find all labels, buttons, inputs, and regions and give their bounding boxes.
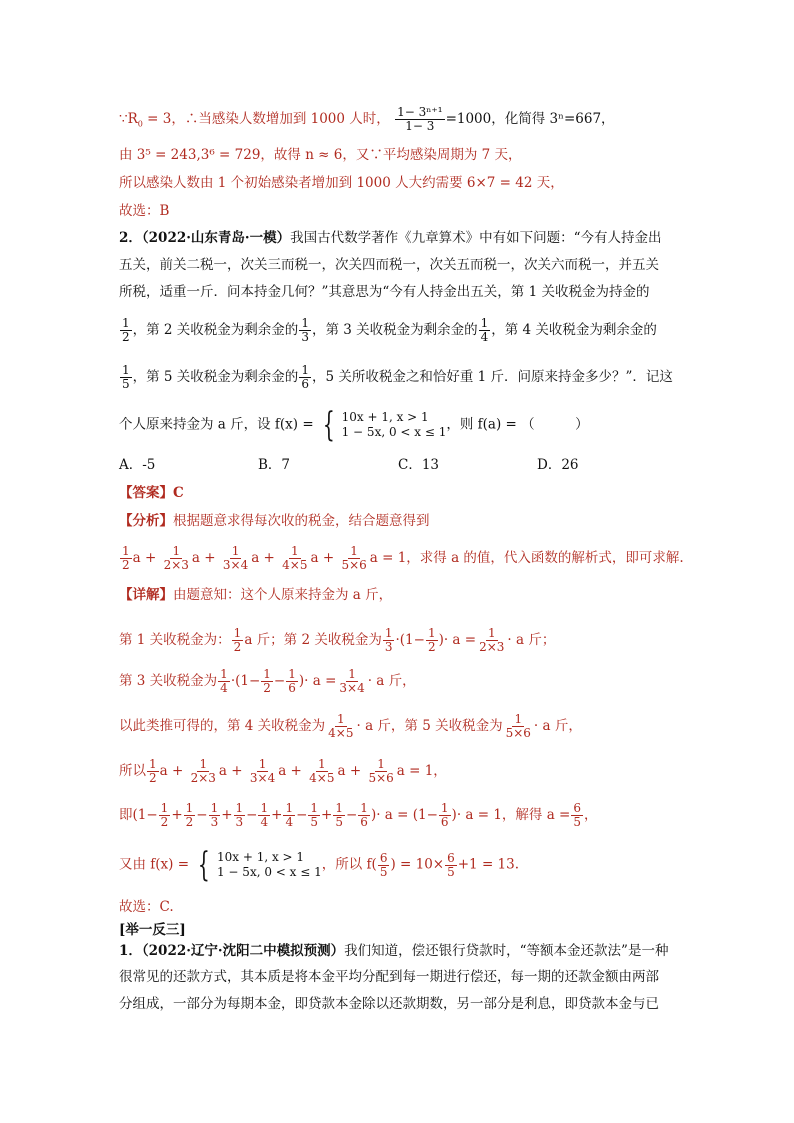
prev-solution-line-2: 由 3⁵ = 243,3⁶ = 729，故得 n ≈ 6，又∵平均感染周期为 7 天， <box>119 147 522 163</box>
fraction: $\frac{1}{6}$ <box>301 363 309 391</box>
prev-solution-line-3: 所以感染人数由 1 个初始感染者增加到 1000 人大约需要 6×7 = 42 天， <box>119 175 564 191</box>
question-2-line-2: 五关，前关二税一，次关三而税一，次关四而税一，次关五而税一，次关六而税一，并五关 <box>119 257 659 273</box>
question-2-line-1 <box>119 229 662 247</box>
detail-line-2: 第 1 关收税金为： $\frac{1}{2}$ a 斤；第 2 关收税金为 $\frac{1}{3}$ ·(1− $\frac{1}{2}$ )· a = $\frac{1}{2\times 3}$ · a 斤； <box>119 626 556 654</box>
subscript: 0 <box>137 119 143 129</box>
fraction: $\frac{1}{3\times 4}$ <box>222 544 249 572</box>
fraction: $\frac{1}{2\times 3}$ <box>163 544 189 572</box>
text: 我国古代数学著作《九章算术》中有如下问题：“今有人持金出 <box>290 230 662 246</box>
piecewise-function: { 10x + 1, x > 1 1 − 5x, 0 < x ≤ 1 <box>322 405 447 445</box>
fraction: $\frac{1}{4}$ <box>480 316 489 344</box>
fraction: $\frac{1}{5\times 6}$ <box>341 544 367 572</box>
analysis-equation: $\frac{1}{2}$ a + $\frac{1}{2\times 3}$ a + $\frac{1}{3\times 4}$ a + $\frac{1}{4\times 5}$ a + $\frac{1}{5\times 6}$ a = 1，求得 a 的值，代入函数的解析式，即可求解. <box>122 544 684 572</box>
fraction: $\frac{1}{3}$ <box>301 316 309 344</box>
question-2-line-5: $\frac{1}{5}$ ，第 5 关收税金为剩余金的 $\frac{1}{6}$ ，5 关所收税金之和恰好重 1 斤．问原来持金多少？”．记这 <box>122 363 673 391</box>
answer-line <box>119 484 184 502</box>
fraction: $\frac{1}{4\times 5}$ <box>282 544 308 572</box>
option-d: D．26 <box>537 457 579 473</box>
option-c: C．13 <box>398 457 440 473</box>
option-b: B．7 <box>258 457 291 473</box>
detail-line-7: 又由 f(x) = { 10x + 1, x > 1 1 − 5x, 0 < x ≤ 1 ，所以 f( $\frac{6}{5}$ ) = 10× $\frac{6}{5}$ +1 = 13. <box>119 845 520 885</box>
prev-solution-line-4: 故选：B <box>119 203 170 219</box>
practice-line-3: 分组成，一部分为每期本金，即贷款本金除以还款期数，另一部分是利息，即贷款本金与已 <box>119 996 659 1012</box>
detail-line-5: 所以 $\frac{1}{2}$ a + $\frac{1}{2\times 3}$ a + $\frac{1}{3\times 4}$ a + $\frac{1}{4\times 5}$ a + $\frac{1}{5\times 6}$ a = 1， <box>119 757 447 785</box>
fraction: $\frac{1}{2}$ <box>122 316 130 344</box>
prev-solution-line-1 <box>119 106 615 134</box>
question-number: 2． <box>119 230 142 246</box>
piecewise-function: { 10x + 1, x > 1 1 − 5x, 0 < x ≤ 1 <box>198 845 322 885</box>
detail-line-1: 【详解】由题意知：这个人原来持金为 a 斤， <box>119 587 393 603</box>
analysis-label: 【分析】 <box>119 513 173 529</box>
fraction: $\frac{1}{5}$ <box>122 363 130 391</box>
option-a: A．-5 <box>119 457 156 473</box>
text: ∵R <box>119 111 138 127</box>
question-2-line-4: $\frac{1}{2}$ ，第 2 关收税金为剩余金的 $\frac{1}{3}$ ，第 3 关收税金为剩余金的 $\frac{1}{4}$ ，第 4 关收税金为剩余金的 <box>122 316 657 344</box>
analysis-line-1: 【分析】根据题意求得每次收的税金，结合题意得到 <box>119 513 430 529</box>
detail-label: 【详解】 <box>119 587 173 603</box>
practice-line-2: 很常见的还款方式，其本质是将本金平均分配到每一期进行偿还，每一期的还款金额由两部 <box>119 969 659 985</box>
text: = 3，∴当感染人数增加到 1000 人时， <box>142 111 390 127</box>
practice-heading: [举一反三] <box>119 922 186 938</box>
detail-line-3: 第 3 关收税金为 $\frac{1}{4}$ ·(1− $\frac{1}{2}$ − $\frac{1}{6}$ )· a = $\frac{1}{3\times 4}$ · a 斤， <box>119 667 416 695</box>
practice-source: （2022·辽宁·沈阳二中模拟预测） <box>141 943 345 959</box>
practice-line-1: 1．（2022·辽宁·沈阳二中模拟预测）我们知道，偿还银行贷款时，“等额本金还款法”是一种 <box>119 943 669 959</box>
detail-end: 故选：C. <box>119 899 174 915</box>
answer-label: 【答案】 <box>119 485 173 501</box>
detail-line-4: 以此类推可得的，第 4 关收税金为 $\frac{1}{4\times 5}$ · a 斤，第 5 关收税金为 $\frac{1}{5\times 6}$ · a 斤， <box>119 712 582 740</box>
fraction: $\frac{1}{2}$ <box>122 544 130 572</box>
question-2-line-3: 所税，适重一斤．问本持金几何？”其意思为“今有人持金出五关，第 1 关收税金为持金的 <box>119 284 650 300</box>
fraction: $\frac{\text{1− 3ⁿ⁺¹}}{1- 3}$ <box>397 105 443 133</box>
detail-line-6: 即(1− $\frac{1}{2}$ + $\frac{1}{2}$ − $\frac{1}{3}$ + $\frac{1}{3}$ − $\frac{1}{4}$ + $\frac{1}{4}$ − $\frac{1}{5}$ + $\frac{1}{5}$ − $\frac{1}{6}$ )· a = (1− $\frac{1}{6}$ )· a = 1，解得 a = $\frac{6}{5}$ ， <box>119 801 598 829</box>
text: =1000，化简得 3ⁿ=667， <box>445 111 615 127</box>
answer-value: C <box>173 485 184 501</box>
question-source: （2022·山东青岛·一模） <box>141 230 291 246</box>
question-2-line-6: 个人原来持金为 a 斤，设 f(x) = { 10x + 1, x > 1 1 − 5x, 0 < x ≤ 1 ，则 f(a) = （ ） <box>119 405 589 445</box>
